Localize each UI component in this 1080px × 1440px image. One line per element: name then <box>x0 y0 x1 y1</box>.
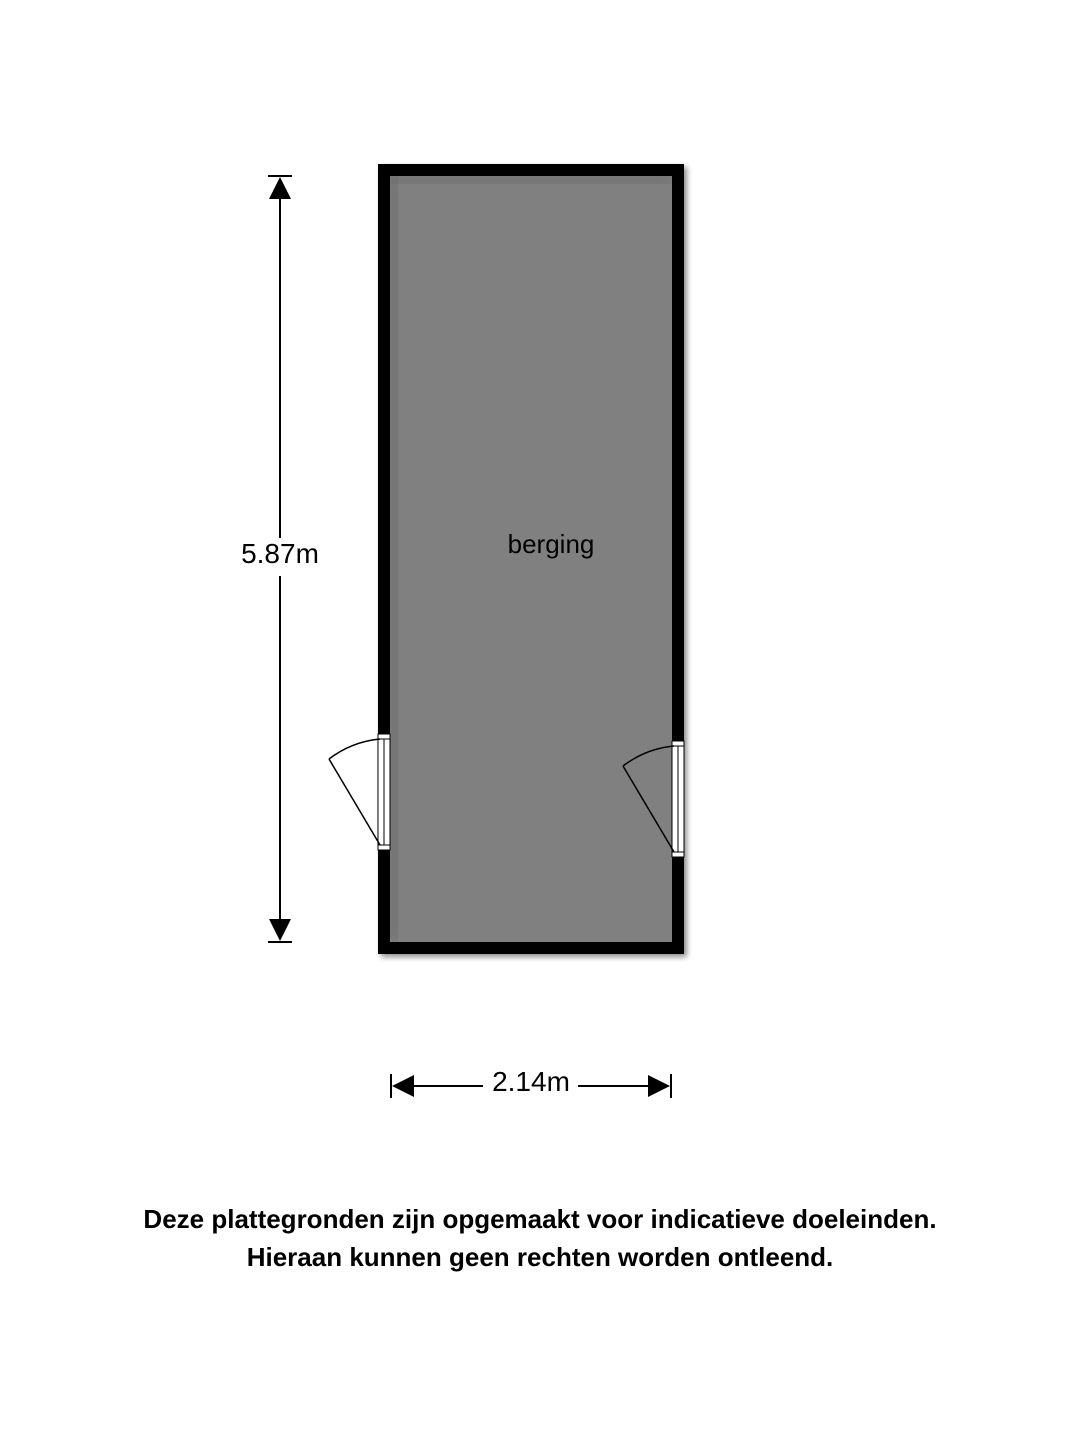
door-jamb-left-top <box>378 734 390 739</box>
floor-shadow-left <box>390 176 398 942</box>
door-left <box>329 734 390 850</box>
room-berging <box>378 164 684 954</box>
dimension-width-arrow-left <box>392 1075 414 1097</box>
floor-shadow-top <box>390 176 672 184</box>
dimension-height-arrow-bottom <box>269 919 291 941</box>
door-jamb-right-top <box>672 741 684 746</box>
dimension-width <box>391 1066 671 1098</box>
dimension-height <box>241 176 319 942</box>
door-swing-left <box>329 739 380 759</box>
room-floor <box>390 176 672 942</box>
disclaimer-line-1: Deze plattegronden zijn opgemaakt voor indicatieve doeleinden. <box>143 1204 937 1234</box>
dimension-width-arrow-right <box>648 1075 670 1097</box>
disclaimer-line-2: Hieraan kunnen geen rechten worden ontleend. <box>246 1242 834 1272</box>
room-label: berging <box>507 529 595 559</box>
door-jamb-left-bottom <box>378 845 390 850</box>
door-jamb-right-bottom <box>672 852 684 857</box>
dimension-height-arrow-top <box>269 177 291 199</box>
dimension-width-label: 2.14m <box>492 1066 570 1097</box>
dimension-height-label: 5.87m <box>241 538 319 569</box>
door-leaf-left <box>329 759 380 845</box>
